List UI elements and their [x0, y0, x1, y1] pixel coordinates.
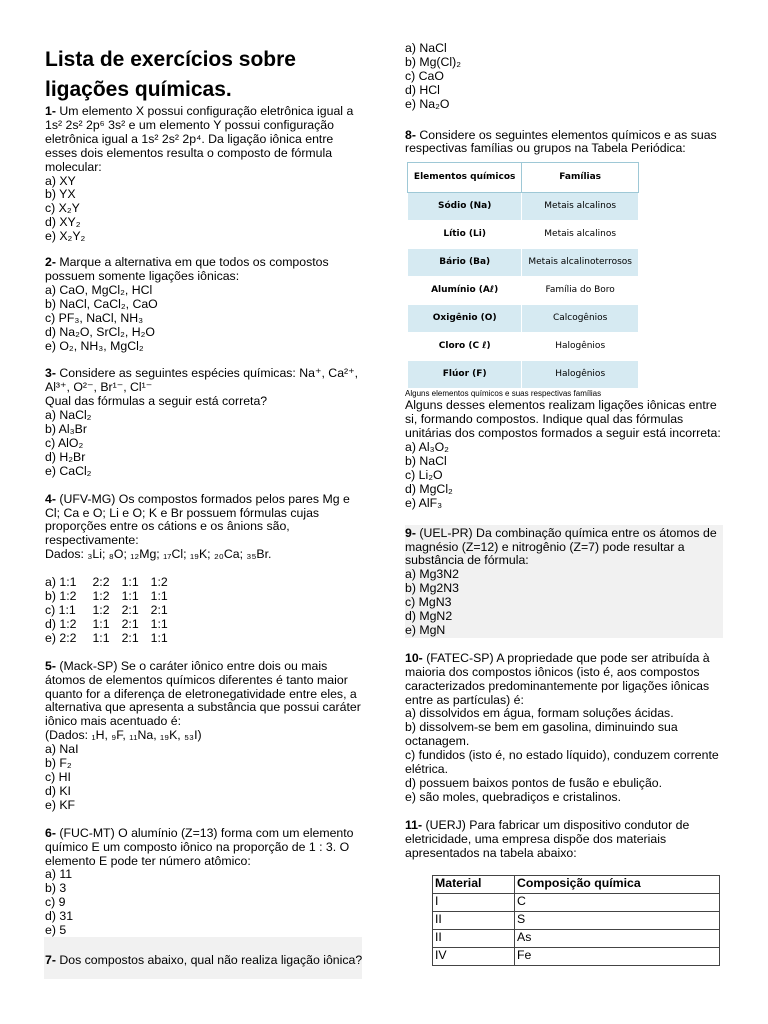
q4-option-cell: 2:2 — [92, 575, 110, 590]
answer-option: c) MgN3 — [405, 595, 452, 610]
answer-option: c) 9 — [45, 895, 66, 910]
q4-option-cell: 2:1 — [121, 603, 139, 617]
q5-text: (Mack-SP) Se o caráter iônico entre dois ou mais átomos de elementos químicos diferentes é tanto maior quanto for a diferença de eletronegatividade entre eles, a alternativa que apresenta a substância que possui caráter iônico mais acentuado é: — [45, 658, 361, 729]
q2-text: Marque a alternativa em que todos os compostos possuem somente ligações iônicas: — [45, 255, 329, 283]
question-3 — [45, 367, 363, 478]
q4-option-row — [45, 590, 180, 604]
answer-option: c) AlO₂ — [45, 435, 84, 450]
answer-option: d) MgN2 — [405, 609, 453, 624]
left-column — [45, 0, 363, 980]
q8-number: 8- — [405, 127, 416, 142]
q10-number: 10- — [405, 650, 423, 665]
elements-table-row — [408, 249, 639, 277]
material-cell: I — [433, 893, 515, 911]
material-cell: IV — [433, 947, 515, 965]
q4-option-cell: 1:1 — [121, 575, 139, 590]
q1-text: Um elemento X possui configuração eletrônica igual a 1s² 2s² 2p⁶ 3s² e um elemento Y possui configuração eletrônica igual a 1s² 2s² 2p⁴. Da ligação iônica entre esses dois elementos resulta o composto de fórmula molecular: — [45, 104, 354, 174]
q4-option-cell: 1:1 — [150, 589, 168, 604]
answer-option: a) XY — [45, 173, 76, 188]
materials-header-composition: Composição química — [515, 875, 720, 893]
materials-table-row — [433, 893, 720, 911]
q4-dados: Dados: ₃Li; ₈O; ₁₂Mg; ₁₇Cl; ₁₉K; ₂₀Ca; ₃₅Br. — [45, 547, 272, 562]
materials-header-material: Material — [433, 875, 515, 893]
elements-table-row — [408, 193, 639, 221]
elements-table — [407, 162, 639, 389]
q5-dados: (Dados: ₁H, ₉F, ₁₁Na, ₁₉K, ₅₃I) — [45, 728, 202, 743]
elements-header-element: Elementos químicos — [408, 163, 522, 193]
material-cell: II — [433, 929, 515, 947]
answer-option: d) HCl — [405, 82, 440, 97]
q4-option-row — [45, 576, 180, 590]
elements-header-family: Famílias — [522, 163, 639, 193]
q7-number: 7- — [45, 952, 56, 967]
family-cell: Metais alcalinoterrosos — [522, 249, 639, 277]
answer-option: e) CaCl₂ — [45, 463, 92, 478]
q4-option-cell: 1:1 — [150, 630, 168, 645]
answer-option: c) HI — [45, 769, 71, 784]
answer-option: e) MgN — [405, 622, 446, 637]
question-4 — [45, 493, 363, 646]
family-cell: Calcogênios — [522, 305, 639, 333]
answer-option: b) YX — [45, 187, 76, 202]
q4-number: 4- — [45, 491, 56, 506]
answer-option: b) Mg(Cl)₂ — [405, 54, 462, 69]
answer-option: b) NaCl, CaCl₂, CaO — [45, 296, 158, 311]
answer-option: c) fundidos (isto é, no estado líquido), conduzem corrente elétrica. — [405, 748, 719, 777]
material-cell: II — [433, 911, 515, 929]
answer-option: e) são moles, quebradiços e cristalinos. — [405, 789, 621, 804]
elements-table-row — [408, 277, 639, 305]
answer-option: b) dissolvem-se bem em gasolina, diminuindo sua octanagem. — [405, 720, 678, 749]
answer-option: e) AlF₃ — [405, 495, 443, 510]
answer-option: b) Mg2N3 — [405, 581, 459, 596]
answer-option: e) Na₂O — [405, 96, 450, 111]
q4-option-cell: e) 2:2 — [45, 630, 77, 645]
element-cell: Lítio (Li) — [408, 221, 522, 249]
q11-number: 11- — [405, 817, 423, 832]
composition-cell: As — [515, 929, 720, 947]
q11-text: (UERJ) Para fabricar um dispositivo condutor de eletricidade, uma empresa dispõe dos materiais apresentados na tabela abaixo: — [405, 817, 690, 860]
element-cell: Flúor (F) — [408, 361, 522, 389]
q5-number: 5- — [45, 658, 56, 673]
right-column — [405, 0, 723, 978]
q8-options — [405, 441, 723, 511]
q10-options — [405, 707, 723, 804]
element-cell: Oxigênio (O) — [408, 305, 522, 333]
q4-option-row — [45, 604, 180, 618]
element-cell: Sódio (Na) — [408, 193, 522, 221]
answer-option: d) H₂Br — [45, 449, 86, 464]
element-cell: Bário (Ba) — [408, 249, 522, 277]
elements-table-row — [408, 305, 639, 333]
materials-table-row — [433, 929, 720, 947]
q4-text: (UFV-MG) Os compostos formados pelos pares Mg e Cl; Ca e O; Li e O; K e Br possuem fórmulas cujas proporções entre os cátions e os ânions são, respectivamente: — [45, 491, 350, 548]
answer-option: a) NaCl₂ — [45, 408, 92, 423]
question-6 — [45, 827, 363, 938]
element-cell: Cloro (C ℓ) — [408, 333, 522, 361]
q4-option-row — [45, 618, 180, 632]
question-10 — [405, 652, 723, 805]
q4-option-cell: 1:1 — [92, 630, 110, 645]
materials-table-row — [433, 911, 720, 929]
composition-cell: C — [515, 893, 720, 911]
answer-option: e) O₂, NH₃, MgCl₂ — [45, 338, 144, 353]
answer-option: b) 3 — [45, 881, 67, 896]
elements-table-caption: Alguns elementos químicos e suas respectivas famílias — [405, 389, 602, 399]
answer-option: d) MgCl₂ — [405, 481, 453, 496]
q3-options — [45, 409, 363, 479]
answer-option: e) X₂Y₂ — [45, 229, 86, 244]
q4-option-cell: d) 1:2 — [45, 616, 77, 631]
answer-option: d) XY₂ — [45, 215, 81, 230]
question-2 — [45, 256, 363, 353]
q4-option-cell: 1:2 — [92, 603, 110, 617]
q4-option-row — [45, 632, 180, 646]
q3-number: 3- — [45, 366, 56, 381]
question-8 — [405, 129, 723, 511]
answer-option: a) Mg3N2 — [405, 567, 459, 582]
answer-option: b) Al₃Br — [45, 422, 87, 437]
q4-option-cell: 1:2 — [92, 589, 110, 604]
q4-options-table — [45, 576, 180, 646]
q6-number: 6- — [45, 825, 56, 840]
answer-option: c) X₂Y — [45, 201, 80, 216]
q8-text-2: Alguns desses elementos realizam ligações iônicas entre si, formando compostos. Indique qual das fórmulas unitárias dos compostos formados a seguir está incorreta: — [405, 398, 721, 441]
answer-option: c) CaO — [405, 68, 444, 83]
q8-text: Considere os seguintes elementos químicos e as suas respectivas famílias ou grupos na Tabela Periódica: — [405, 127, 717, 156]
question-11 — [405, 819, 723, 966]
q5-options — [45, 743, 363, 813]
page-title: Lista de exercícios sobre ligações químicas. — [45, 48, 296, 101]
elements-table-row — [408, 333, 639, 361]
answer-option: c) PF₃, NaCl, NH₃ — [45, 310, 144, 325]
answer-option: d) possuem baixos pontos de fusão e ebulição. — [405, 776, 663, 790]
composition-cell: S — [515, 911, 720, 929]
element-cell: Alumínio (Aℓ) — [408, 277, 522, 305]
materials-table — [432, 875, 720, 966]
q3-text: Considere as seguintes espécies químicas: Na⁺, Ca²⁺, Al³⁺, O²⁻, Br¹⁻, Cl¹⁻ — [45, 366, 359, 395]
family-cell: Família do Boro — [522, 277, 639, 305]
q4-option-cell: 1:1 — [121, 589, 139, 604]
composition-cell: Fe — [515, 947, 720, 965]
q4-option-cell: b) 1:2 — [45, 589, 77, 604]
q3-text-2: Qual das fórmulas a seguir está correta? — [45, 394, 268, 409]
answer-option: d) Na₂O, SrCl₂, H₂O — [45, 324, 155, 339]
q4-option-cell: 1:1 — [92, 616, 110, 631]
answer-option: e) KF — [45, 797, 76, 812]
q9-options — [405, 568, 723, 638]
family-cell: Metais alcalinos — [522, 193, 639, 221]
question-9 — [405, 525, 723, 638]
q4-option-cell: 1:1 — [150, 616, 168, 631]
q6-text: (FUC-MT) O alumínio (Z=13) forma com um elemento químico E um composto iônico na proporção de 1 : 3. O elemento E pode ter número atômico: — [45, 825, 354, 868]
answer-option: b) NaCl — [405, 453, 447, 468]
answer-option: a) Al₃O₂ — [405, 440, 449, 455]
answer-option: a) 11 — [45, 867, 73, 882]
answer-option: b) F₂ — [45, 756, 72, 771]
question-7 — [45, 954, 363, 968]
answer-option: a) NaI — [45, 742, 79, 757]
q6-options — [45, 868, 363, 938]
answer-option: a) NaCl — [405, 41, 447, 55]
q1-number: 1- — [45, 104, 56, 118]
question-7-options — [405, 42, 723, 112]
question-1 — [45, 105, 363, 244]
q4-option-cell: 2:1 — [121, 630, 139, 645]
q2-number: 2- — [45, 255, 56, 270]
answer-option: c) Li₂O — [405, 467, 443, 482]
answer-option: d) 31 — [45, 909, 74, 924]
q4-option-cell: c) 1:1 — [45, 603, 76, 617]
q4-option-cell: 2:1 — [121, 616, 139, 631]
q4-option-cell: 2:1 — [150, 603, 168, 617]
answer-option: e) 5 — [45, 923, 67, 938]
elements-table-row — [408, 361, 639, 389]
q7-options — [405, 42, 723, 112]
q10-text: (FATEC-SP) A propriedade que pode ser atribuída à maioria dos compostos iônicos (isto é, aos compostos caracterizados predominantemente por ligações iônicas entre as partículas) é: — [405, 650, 710, 707]
materials-table-row — [433, 947, 720, 965]
family-cell: Halogênios — [522, 333, 639, 361]
q4-option-cell: a) 1:1 — [45, 575, 77, 590]
q9-text: (UEL-PR) Da combinação química entre os átomos de magnésio (Z=12) e nitrogênio (Z=7) pode resultar a substância de fórmula: — [405, 525, 717, 568]
answer-option: a) CaO, MgCl₂, HCl — [45, 282, 153, 297]
question-5 — [45, 660, 363, 813]
q1-options — [45, 175, 363, 245]
elements-table-row — [408, 221, 639, 249]
q7-text: Dos compostos abaixo, qual não realiza ligação iônica? — [55, 952, 363, 967]
q2-options — [45, 284, 363, 354]
answer-option: a) dissolvidos em água, formam soluções ácidas. — [405, 706, 674, 721]
family-cell: Metais alcalinos — [522, 221, 639, 249]
q9-number: 9- — [405, 525, 416, 540]
answer-option: d) KI — [45, 783, 71, 798]
family-cell: Halogênios — [522, 361, 639, 389]
q4-option-cell: 1:2 — [150, 575, 168, 590]
